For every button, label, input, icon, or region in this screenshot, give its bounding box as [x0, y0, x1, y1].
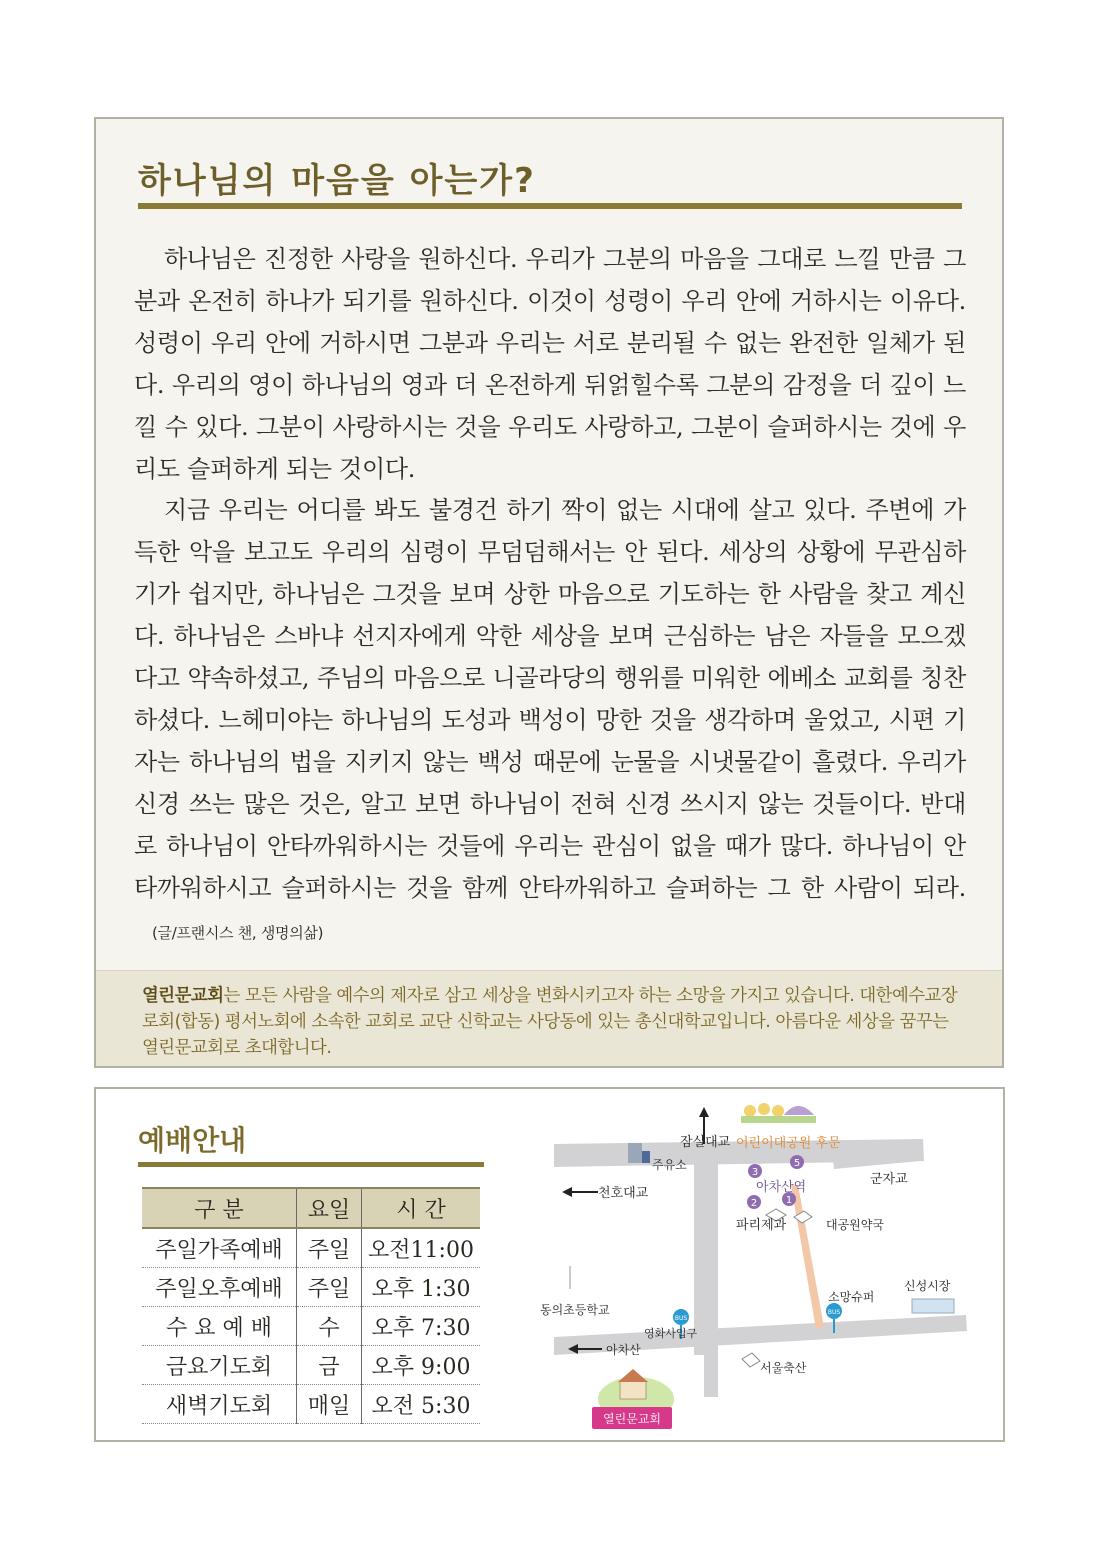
- label-dongui-school: 동의초등학교: [540, 1303, 610, 1317]
- worship-schedule-table: [142, 1187, 480, 1424]
- table-row: [142, 1307, 480, 1346]
- church-intro-text: [142, 983, 966, 1061]
- church-intro-band: [96, 970, 1002, 1066]
- service-day: 매일: [297, 1385, 362, 1424]
- label-jamsil-bridge: 잠실대교: [680, 1135, 731, 1150]
- table-row: [142, 1268, 480, 1307]
- service-name: 수 요 예 배: [142, 1307, 297, 1346]
- label-gas-station: 주유소: [652, 1158, 687, 1172]
- cheonho-arrowhead: [562, 1187, 572, 1197]
- table-row: [142, 1346, 480, 1385]
- exit-2-label: 2: [750, 1198, 758, 1209]
- table-row: [142, 1228, 480, 1268]
- label-somang-super: 소망슈퍼: [828, 1290, 875, 1304]
- worship-title: 예배안내: [138, 1124, 247, 1157]
- article-box: [94, 117, 1004, 1068]
- worship-title-rule: [138, 1162, 484, 1167]
- header-category: 구 분: [142, 1188, 297, 1228]
- road-gap: [684, 1355, 704, 1433]
- article-credit: (글/프랜시스 챈, 생명의삶): [152, 923, 324, 942]
- title-rule: [138, 203, 962, 209]
- service-time: 오전11:00: [362, 1228, 481, 1268]
- park-flower-icon: [772, 1105, 784, 1117]
- label-church: 열린문교회: [603, 1412, 661, 1426]
- service-time: 오후 7:30: [362, 1307, 481, 1346]
- label-achasan: 아차산: [606, 1343, 641, 1357]
- table-header-row: [142, 1188, 480, 1228]
- service-day: 금: [297, 1346, 362, 1385]
- park-flower-icon: [758, 1103, 770, 1115]
- table-row: [142, 1385, 480, 1424]
- label-younghwa-entrance: 영화사입구: [644, 1327, 698, 1340]
- label-achasan-station: 아차산역: [756, 1180, 807, 1195]
- label-paris-baguette: 파리제과: [736, 1218, 787, 1233]
- article-paragraph-2: [134, 490, 966, 954]
- label-cheonho-bridge: 천호대교: [598, 1186, 649, 1201]
- article-paragraph-2-text: 지금 우리는 어디를 봐도 불경건 하기 짝이 없는 시대에 살고 있다. 주변에 가득한 악을 보고도 우리의 심령이 무덤덤해서는 안 된다. 세상의 상황에 무관심하기가 쉽지만, 하나님은 그것을 보며 상한 마음으로 기도하는 한 사람을 찾고 계신다. 하나님은 스바냐 선지자에게 악한 세상을 보며 근심하는 남은 자들을 모으겠다고 약속하셨고, 주님의 마음으로 니골라당의 행위를 미워한 에베소 교회를 칭찬하셨다. 느헤미야는 하나님의 도성과 백성이 망한 것을 생각하며 울었고, 시편 기자는 하나님의 법을 지키지 않는 백성 때문에 눈물을 시냇물같이 흘렸다. 우리가 신경 쓰는 많은 것은, 알고 보면 하나님이 전혀 신경 쓰시지 않는 것들이다. 반대로 하나님이 안타까워하시는 것들에 우리는 관심이 없을 때가 많다. 하나님이 안타까워하시고 슬퍼하시는 것을 함께 안타까워하고 슬퍼하는 그 한 사람이 되라.: [134, 496, 966, 902]
- service-day: 주일: [297, 1228, 362, 1268]
- exit-3-label: 3: [751, 1167, 759, 1178]
- service-time: 오후 1:30: [362, 1268, 481, 1307]
- location-map: [536, 1089, 976, 1439]
- service-name: 주일가족예배: [142, 1228, 297, 1268]
- church-intro-body: 는 모든 사람을 예수의 제자로 삼고 세상을 변화시키고자 하는 소망을 가지고 있습니다. 대한예수교장로회(합동) 평서노회에 소속한 교회로 교단 신학교는 사당동에 있는 총신대학교입니다. 아름다운 세상을 꿈꾸는 열린문교회로 초대합니다.: [142, 986, 958, 1058]
- article-title: 하나님의 마음을 아는가?: [138, 161, 536, 201]
- church-name: 열린문교회: [142, 986, 224, 1006]
- article-paragraph-1: 하나님은 진정한 사랑을 원하신다. 우리가 그분의 마음을 그대로 느낄 만큼 그분과 온전히 하나가 되기를 원하신다. 이것이 성령이 우리 안에 거하시는 이유다. 성령이 우리 안에 거하시면 그분과 우리는 서로 분리될 수 없는 완전한 일체가 된다. 우리의 영이 하나님의 영과 더 온전하게 뒤얽힐수록 그분의 감정을 더 깊이 느낄 수 있다. 그분이 사랑하시는 것을 우리도 사랑하고, 그분이 슬퍼하시는 것에 우리도 슬퍼하게 되는 것이다.: [134, 245, 966, 483]
- north-arrowhead: [699, 1107, 709, 1117]
- service-name: 주일오후예배: [142, 1268, 297, 1307]
- park-grass: [741, 1116, 816, 1123]
- label-pharmacy: 대공원약국: [826, 1218, 884, 1232]
- service-name: 새벽기도회: [142, 1385, 297, 1424]
- service-time: 오전 5:30: [362, 1385, 481, 1424]
- label-childrens-park: 어린이대공원 후문: [736, 1136, 841, 1151]
- service-day: 주일: [297, 1268, 362, 1307]
- exit-1-label: 1: [785, 1195, 793, 1206]
- walking-path: [791, 1185, 824, 1329]
- gas-station-icon: [628, 1143, 642, 1163]
- gas-pump-icon: [642, 1151, 650, 1163]
- header-day: 요일: [297, 1188, 362, 1228]
- service-name: 금요기도회: [142, 1346, 297, 1385]
- service-time: 오후 9:00: [362, 1346, 481, 1385]
- header-time: 시 간: [362, 1188, 481, 1228]
- worship-info-box: [94, 1087, 1005, 1442]
- bus-label: BUS: [827, 1309, 841, 1316]
- bus-label: BUS: [674, 1315, 688, 1322]
- seoul-meat-marker: [742, 1353, 760, 1367]
- market-block: [912, 1299, 954, 1313]
- label-seoul-meat: 서울축산: [760, 1361, 807, 1375]
- label-sinseong-market: 신성시장: [904, 1279, 951, 1293]
- park-flower-icon: [744, 1105, 756, 1117]
- exit-5-label: 5: [793, 1158, 801, 1169]
- service-day: 수: [297, 1307, 362, 1346]
- church-roof-icon: [618, 1369, 648, 1382]
- church-icon: [620, 1381, 646, 1399]
- article-body: [134, 239, 966, 954]
- label-gunja-bridge: 군자교: [870, 1172, 908, 1187]
- park-umbrella-icon: [784, 1106, 814, 1115]
